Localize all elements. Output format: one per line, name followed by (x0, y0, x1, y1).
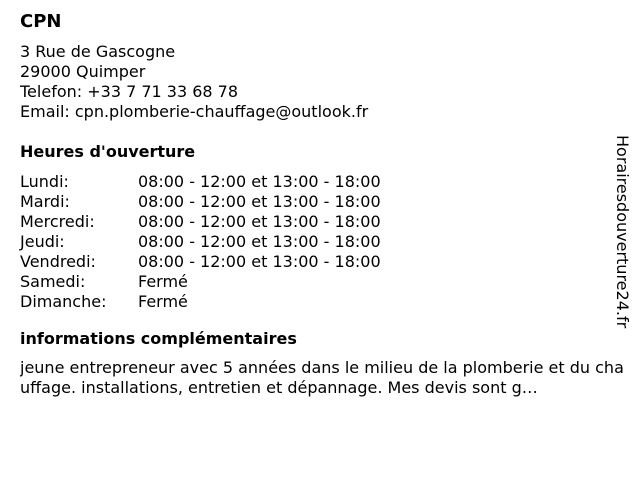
hours-day: Lundi: (20, 172, 69, 191)
opening-hours-table (20, 172, 381, 312)
hours-day: Mercredi: (20, 212, 95, 231)
additional-info-text: jeune entrepreneur avec 5 années dans le milieu de la plomberie et du chauffage. installations, entretien et dépannage. Mes devis sont g… (20, 358, 624, 397)
hours-row (20, 212, 381, 232)
hours-row (20, 272, 381, 292)
hours-time: Fermé (138, 272, 188, 291)
hours-day: Vendredi: (20, 252, 96, 271)
hours-time: 08:00 - 12:00 et 13:00 - 18:00 (138, 172, 381, 191)
city-postcode: 29000 Quimper (20, 62, 146, 81)
hours-day: Mardi: (20, 192, 70, 211)
hours-day: Jeudi: (20, 232, 65, 251)
hours-row (20, 192, 381, 212)
hours-time: 08:00 - 12:00 et 13:00 - 18:00 (138, 192, 381, 211)
hours-time: 08:00 - 12:00 et 13:00 - 18:00 (138, 212, 381, 231)
street-address: 3 Rue de Gascogne (20, 42, 176, 61)
hours-day: Samedi: (20, 272, 86, 291)
hours-day: Dimanche: (20, 292, 107, 311)
additional-info (20, 358, 630, 398)
opening-hours-heading: Heures d'ouverture (20, 142, 196, 161)
site-watermark: Horairesdouverture24.fr (613, 135, 632, 329)
phone-number: Telefon: +33 7 71 33 68 78 (20, 82, 239, 101)
email-address: Email: cpn.plomberie-chauffage@outlook.fr (20, 102, 369, 121)
business-name: CPN (20, 11, 62, 32)
hours-time: 08:00 - 12:00 et 13:00 - 18:00 (138, 252, 381, 271)
hours-row (20, 252, 381, 272)
hours-row (20, 232, 381, 252)
hours-time: 08:00 - 12:00 et 13:00 - 18:00 (138, 232, 381, 251)
additional-info-heading: informations complémentaires (20, 329, 297, 348)
hours-time: Fermé (138, 292, 188, 311)
hours-row (20, 292, 381, 312)
hours-row (20, 172, 381, 192)
